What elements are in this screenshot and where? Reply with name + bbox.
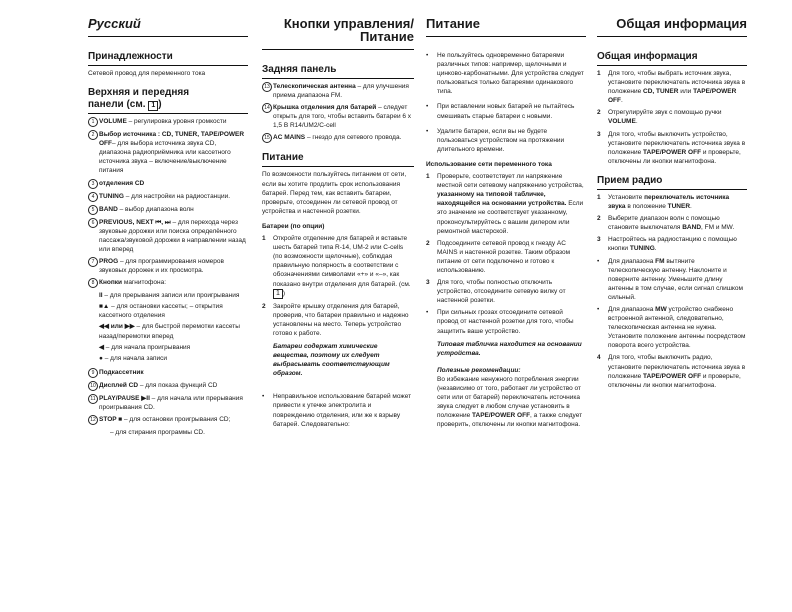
control-text: – для выбора источника звука CD, диапазона радиоприёмника или кассетного источника звука – включение/выключение питания <box>99 140 231 175</box>
battery-warning-bullet: • <box>426 127 429 135</box>
control-item <box>88 368 248 378</box>
radio-step-bold: BAND <box>682 224 702 232</box>
general-step-bold: VOLUME <box>608 118 636 126</box>
tape-control-symbol: ◀◀ или ▶▶ <box>99 323 135 331</box>
ac-step-number: 1 <box>426 173 430 181</box>
control-number-circle: 2 <box>88 130 98 140</box>
general-step-text2: . <box>635 118 638 126</box>
back-panel-bold: Крышка отделения для батарей <box>273 104 377 112</box>
control-bold: PLAY/PAUSE ▶II <box>99 394 150 402</box>
back-panel-body <box>273 103 414 130</box>
general-step-text: Для того, чтобы выключить устройство, установите переключатель источника звука в положение <box>608 130 746 156</box>
control-item <box>88 130 248 175</box>
stop-extra-text: – для стирания программы CD. <box>110 428 205 436</box>
tape-control-text: – для быстрой перемотки кассеты назад/перемотки вперед <box>99 323 240 340</box>
control-number-circle: 6 <box>88 218 98 228</box>
radio-step-text2: и проверьте, отключены ли кнопки магнитофона. <box>608 372 741 389</box>
control-bold: Кнопки <box>99 279 123 287</box>
general-step-text2: или <box>678 88 694 96</box>
battery-step-2: 2 Закройте крышку отделения для батарей, проверив, что батареи правильно и надежно установлены на место. Теперь устройство готово к работе. <box>262 302 414 338</box>
column-2 <box>262 0 414 438</box>
radio-bullet-text: Для диапазона <box>608 257 656 265</box>
top-front-title <box>88 87 248 114</box>
battery-warning-item <box>426 102 586 120</box>
general-step-text2: и проверьте, отключены ли кнопки магнитофона. <box>608 148 741 165</box>
control-item <box>88 179 248 189</box>
ac-step-body <box>437 172 586 236</box>
power-section <box>262 152 414 428</box>
control-bold: отделения CD <box>99 179 145 187</box>
tape-control-item <box>99 291 248 300</box>
control-body <box>99 205 248 215</box>
control-number <box>88 278 99 288</box>
radio-step-text2: в положение <box>625 203 668 211</box>
control-body <box>99 394 248 412</box>
radio-bullet-bullet: • <box>597 305 600 313</box>
tape-control-text: – для прерывания записи или проигрывания <box>102 292 240 300</box>
control-number <box>88 381 99 391</box>
top-front-section <box>88 87 248 437</box>
control-number-circle: 4 <box>88 192 98 202</box>
control-body <box>99 117 248 127</box>
battery-warning-text: Не пользуйтесь одновременно батареями различных типов: например, щелочными и цинково-карбонатными. Для устройства следует пользоваться только батареями одинакового типа. <box>437 52 584 96</box>
radio-list <box>597 193 747 254</box>
battery-warning-bullet: • <box>426 103 429 111</box>
general-step-number: 3 <box>597 130 601 138</box>
control-body <box>99 415 248 425</box>
radio-step-bold: TAPE/POWER OFF <box>643 372 702 380</box>
general-header: Общая информация <box>597 0 747 37</box>
control-body <box>99 218 248 254</box>
controls-header-line2: Питание <box>359 29 414 44</box>
general-step-item <box>597 108 747 126</box>
ac-step-item <box>426 239 586 275</box>
ac-step-number: 3 <box>426 279 430 287</box>
ac-title: Использование сети переменного тока <box>426 160 552 168</box>
tape-control-item <box>99 354 248 363</box>
control-number-circle: 11 <box>88 394 98 404</box>
tape-control-item <box>99 302 248 320</box>
tape-control-item <box>99 322 248 340</box>
general-section <box>597 51 747 166</box>
column-1 <box>88 0 248 446</box>
general-step-text3: . <box>621 97 623 105</box>
back-panel-bold: AC MAINS <box>273 134 306 142</box>
radio-step-body <box>608 214 747 232</box>
back-panel-body <box>273 133 414 143</box>
battery-step-1-close: ) <box>282 289 286 297</box>
battery-warning-item <box>426 127 586 154</box>
general-step-number: 2 <box>597 109 601 117</box>
back-panel-text: – для улучшения приема диапазона FM. <box>273 83 409 100</box>
control-number <box>88 117 99 127</box>
general-step-item <box>597 69 747 105</box>
back-panel-item <box>262 133 414 143</box>
controls-header-line1: Кнопки управления/ <box>283 16 414 31</box>
tape-controls-list <box>88 291 248 363</box>
figure-ref: 1 <box>148 101 158 111</box>
control-text: магнитофона: <box>122 279 167 287</box>
radio-step-body <box>608 353 747 389</box>
figure-ref-2: 1 <box>273 289 283 299</box>
battery-step-2-text: Закройте крышку отделения для батарей, проверив, что батареи правильно и надежно установлены на место. Теперь устройство готово к работе. <box>273 302 409 337</box>
ac-step-body <box>437 239 586 275</box>
control-body <box>99 179 248 189</box>
tape-control-symbol: ● <box>99 354 103 362</box>
general-step-body <box>608 130 747 166</box>
radio-step-number: 4 <box>597 354 601 362</box>
battery-bullet: • Неправильное использование батарей может привести к утечке электролита и повреждению отделения, или же к взрыву батарей. Следовательно: <box>262 392 414 428</box>
control-bold: VOLUME <box>99 118 127 126</box>
control-bold: BAND <box>99 205 118 213</box>
column-3 <box>426 0 586 429</box>
control-item <box>88 205 248 215</box>
control-number-circle: 3 <box>88 179 98 189</box>
radio-step-item <box>597 214 747 232</box>
control-number <box>88 218 99 254</box>
battery-step-1-text: Откройте отделение для батарей и вставьте шесть батарей типа R-14, UM-2 или C-cells (по возможности щелочные), соблюдая правильную полярность в соответствии с обозначениями символами «+» и «–», как показано внутри отделения для батарей. (см. <box>273 235 411 288</box>
general-step-bold: CD, TUNER <box>643 88 679 96</box>
batteries-title: Батареи (по опции) <box>262 222 325 230</box>
control-body <box>99 381 248 391</box>
control-item <box>88 394 248 412</box>
radio-bullets <box>597 257 747 351</box>
tape-control-text: – для начала записи <box>102 354 167 362</box>
radio-bullet-bold: FM <box>655 257 665 265</box>
column-4 <box>597 0 747 399</box>
control-bold: Выбор источника : CD, TUNER, TAPE/POWER OFF <box>99 131 245 148</box>
top-front-title-close: ) <box>158 99 162 111</box>
ac-step-text: Подсоедините сетевой провод к гнезду AC MAINS и настенной розетке. Таким образом питание от сети подключено и готово к использованию. <box>437 239 571 274</box>
radio-step-text2: , FM и MW. <box>701 224 735 232</box>
control-number-circle: 1 <box>88 117 98 127</box>
control-body <box>99 192 248 202</box>
storm-bullet: • При сильных грозах отсоедините сетевой провод от настенной розетки для того, чтобы защитить ваше устройство. <box>426 308 586 335</box>
general-step-number: 1 <box>597 70 601 77</box>
ac-step-item <box>426 172 586 236</box>
radio-bullet-item <box>597 257 747 302</box>
tape-control-symbol: ■▲ <box>99 303 110 311</box>
radio-bullet-body <box>608 305 747 350</box>
back-panel-number-circle: 14 <box>262 103 272 113</box>
tips-text-2: , а также следует проверить, отключены ли кнопки магнитофона. <box>437 412 583 429</box>
radio-bullet-body <box>608 257 747 302</box>
power-title: Питание <box>262 152 414 167</box>
control-number <box>88 368 99 378</box>
general-list <box>597 69 747 166</box>
control-body <box>99 278 248 288</box>
tape-control-item <box>99 343 248 352</box>
control-number-circle: 7 <box>88 257 98 267</box>
back-panel-section <box>262 64 414 143</box>
control-number-circle: 5 <box>88 205 98 215</box>
tape-control-symbol: II <box>99 292 103 300</box>
back-panel-number <box>262 82 273 100</box>
control-number <box>88 130 99 175</box>
control-text: – выбор диапазона волн <box>117 205 194 213</box>
control-bold: STOP ■ <box>99 415 123 423</box>
back-panel-item <box>262 82 414 100</box>
radio-bullet-item <box>597 305 747 350</box>
accessories-section <box>88 51 248 78</box>
radio-step-bold2: TUNER <box>667 203 691 211</box>
radio-step-number: 1 <box>597 193 601 201</box>
back-panel-title: Задняя панель <box>262 64 414 79</box>
general-step-bold2: TAPE/POWER OFF <box>608 88 737 105</box>
control-list-2 <box>88 368 248 425</box>
control-bold: PROG <box>99 257 119 265</box>
control-number-circle: 8 <box>88 278 98 288</box>
general-step-bold: TAPE/POWER OFF <box>643 148 702 156</box>
language-header: Русский <box>88 0 248 37</box>
control-item <box>88 257 248 275</box>
control-item <box>88 415 248 425</box>
control-text: – для остановки проигрывания CD; <box>122 415 231 423</box>
control-bold: Дисплей CD <box>99 381 139 389</box>
storm-bullet-text: При сильных грозах отсоедините сетевой провод от настенной розетки для того, чтобы защитить ваше устройство. <box>437 309 574 335</box>
radio-step-bold: TUNING <box>629 245 655 253</box>
tips-bold: TAPE/POWER OFF <box>472 412 531 420</box>
control-body <box>99 257 248 275</box>
control-text: – регулировка уровня громкости <box>126 118 227 126</box>
tips-title: Полезные рекомендации: <box>437 366 521 374</box>
radio-step-text3: . <box>690 203 692 211</box>
control-number-circle: 10 <box>88 381 98 391</box>
control-body <box>99 368 248 378</box>
control-text: – для показа функций CD <box>138 381 218 389</box>
radio-section <box>597 175 747 390</box>
back-panel-text: – гнездо для сетевого провода. <box>305 134 402 142</box>
power-header: Питание <box>426 0 586 37</box>
back-panel-item <box>262 103 414 130</box>
general-title: Общая информация <box>597 51 747 66</box>
back-panel-text: – следует открыть для того, чтобы вставить батареи 6 x 1,5 В R14/UM2/C-cell <box>273 104 412 130</box>
general-step-text: Для того, чтобы выбрать источник звука, установите переключатель источника звука в положение <box>608 70 746 96</box>
radio-step-body <box>608 193 747 211</box>
control-text: – для программирования номеров звуковых дорожек и их просмотра. <box>99 257 224 275</box>
general-step-body <box>608 108 747 126</box>
battery-warning-bullet: • <box>426 52 429 59</box>
radio-step-item <box>597 193 747 211</box>
radio-step-number: 2 <box>597 215 601 223</box>
control-number <box>88 192 99 202</box>
radio-step-text: Для того, чтобы выключить радио, установите переключатель источника звука в положение <box>608 354 746 380</box>
tape-control-symbol: ◀ <box>99 343 104 351</box>
ac-step-item <box>426 278 586 305</box>
general-step-item <box>597 130 747 166</box>
control-item <box>88 192 248 202</box>
ac-steps <box>426 172 586 305</box>
control-number <box>88 179 99 189</box>
controls-header <box>262 0 414 50</box>
general-step-body <box>608 69 747 105</box>
back-panel-number-circle: 13 <box>262 82 272 92</box>
radio-step-bold: переключатель источника звука <box>608 193 730 211</box>
control-body <box>99 130 248 175</box>
battery-bullet-text: Неправильное использование батарей может привести к утечке электролита и повреждению отделения, или же к взрыву батарей. Следовательно: <box>273 393 412 428</box>
control-text: – для перехода через звуковые дорожки или поиска определённого пассажа/звуковой дорожки в направлении назад или вперед <box>99 218 246 253</box>
battery-bullets <box>426 51 586 154</box>
typeplate-note: Типовая табличка находится на основании устройства. <box>437 340 582 357</box>
radio-bullet-bullet: • <box>597 257 600 265</box>
control-number <box>88 394 99 412</box>
ac-step-bold: указанному на типовой табличке, находящейся на основании устройства. <box>437 191 567 208</box>
battery-warning-text: При вставлении новых батарей не пытайтесь смешивать старые батареи с новыми. <box>437 103 575 120</box>
control-bold: TUNING <box>99 192 124 200</box>
control-list <box>88 117 248 288</box>
back-panel-number-circle: 15 <box>262 133 272 143</box>
tips-text <box>426 375 586 430</box>
ac-step-text2: Если это значение не соответствует указанному, проконсультируйтесь с вашим дилером или ремонтной мастерской. <box>437 200 584 235</box>
battery-warning-text: Удалите батареи, если вы не будете пользоваться устройством на протяжении длительного времени. <box>437 127 565 153</box>
back-panel-number <box>262 133 273 143</box>
radio-step-text: Установите <box>608 193 645 201</box>
radio-step-text2: . <box>654 245 657 253</box>
back-panel-bold: Телескопическая антенна <box>273 83 356 90</box>
radio-step-text: Выберите диапазон волн с помощью становите выключателя <box>608 215 720 232</box>
radio-step-4 <box>597 353 747 389</box>
radio-bullet-text2: вытяните телескопическую антенну. Наклоните и поверните антенну. Уменьшите длину антенны в том случае, если сигнал слишком сильный. <box>608 257 743 301</box>
radio-step-item <box>597 235 747 253</box>
ac-step-body <box>437 278 586 305</box>
power-intro: По возможности пользуйтесь питанием от сети, если вы хотите продлить срок использования батарей. Перед тем, как вставить батареи, проверьте, отсоединен ли сетевой провод от устройства и настенной розетки. <box>262 171 407 215</box>
control-text: – для начала или прерывания проигрывания CD. <box>99 394 243 411</box>
control-bold: PREVIOUS, NEXT ⏮, ⏭ <box>99 218 171 226</box>
battery-warning-item <box>426 51 586 96</box>
radio-bullet-text2: устройство снабжено встроенной антенной, следовательно, телескопическая антенна не нужна. Установите положение антенны посредством поворота всего устройства. <box>608 305 746 350</box>
radio-step-text: Настройтесь на радиостанцию с помощью кнопки <box>608 236 737 253</box>
radio-step-item <box>597 353 747 389</box>
back-panel-number <box>262 103 273 130</box>
radio-title: Прием радио <box>597 175 747 190</box>
control-item <box>88 218 248 254</box>
control-number-circle: 12 <box>88 415 98 425</box>
battery-step-1: 1 Откройте отделение для батарей и вставьте шесть батарей типа R-14, UM-2 или C-cells (по возможности щелочные), соблюдая правильную полярность в соответствии с обозначениями символами «+» и «–», как показано внутри отделения для батарей. (см. 1 ) <box>262 235 411 297</box>
ac-step-text: Для того, чтобы полностью отключить устройство, отсоедините сетевую вилку от настенной розетки. <box>437 279 566 305</box>
control-number <box>88 205 99 215</box>
top-front-title-line1: Верхняя и передняя <box>88 87 190 99</box>
general-step-text: Отрегулируйте звук с помощью ручки <box>608 109 722 117</box>
accessories-title: Принадлежности <box>88 51 248 66</box>
radio-bullet-bold: MW <box>655 305 667 313</box>
tape-control-text: – для начала проигрывания <box>104 343 191 351</box>
radio-step-body <box>608 235 747 253</box>
back-panel-list <box>262 82 414 143</box>
control-number <box>88 257 99 275</box>
tips-text-1: Во избежание ненужного потребления энергии (независимо от того, работает ли устройство от сети или от батарей) переключатель источника звука следует в любом случае установить в положение <box>437 375 582 420</box>
radio-step-number: 3 <box>597 236 601 244</box>
control-item <box>88 381 248 391</box>
accessories-text: Сетевой провод для переменного тока <box>88 70 206 77</box>
ac-step-number: 2 <box>426 239 430 247</box>
ac-step-text: Проверьте, соответствует ли напряжение местной сети сетевому напряжению устройства, <box>437 173 584 190</box>
control-number <box>88 415 99 425</box>
top-front-title-line2: панели (см. <box>88 99 146 111</box>
control-item <box>88 117 248 127</box>
radio-bullet-text: Для диапазона <box>608 305 656 313</box>
control-text: – для настройки на радиостанции. <box>123 192 231 200</box>
battery-note: Батареи содержат химические вещества, поэтому их следует выбрасывать соответствующим образом. <box>273 342 390 378</box>
control-bold: Подкассетник <box>99 368 144 376</box>
back-panel-body <box>273 82 414 100</box>
control-number-circle: 9 <box>88 368 98 378</box>
control-item <box>88 278 248 288</box>
tape-control-text: – для остановки кассеты; – открытия кассетного отделения <box>99 303 223 320</box>
